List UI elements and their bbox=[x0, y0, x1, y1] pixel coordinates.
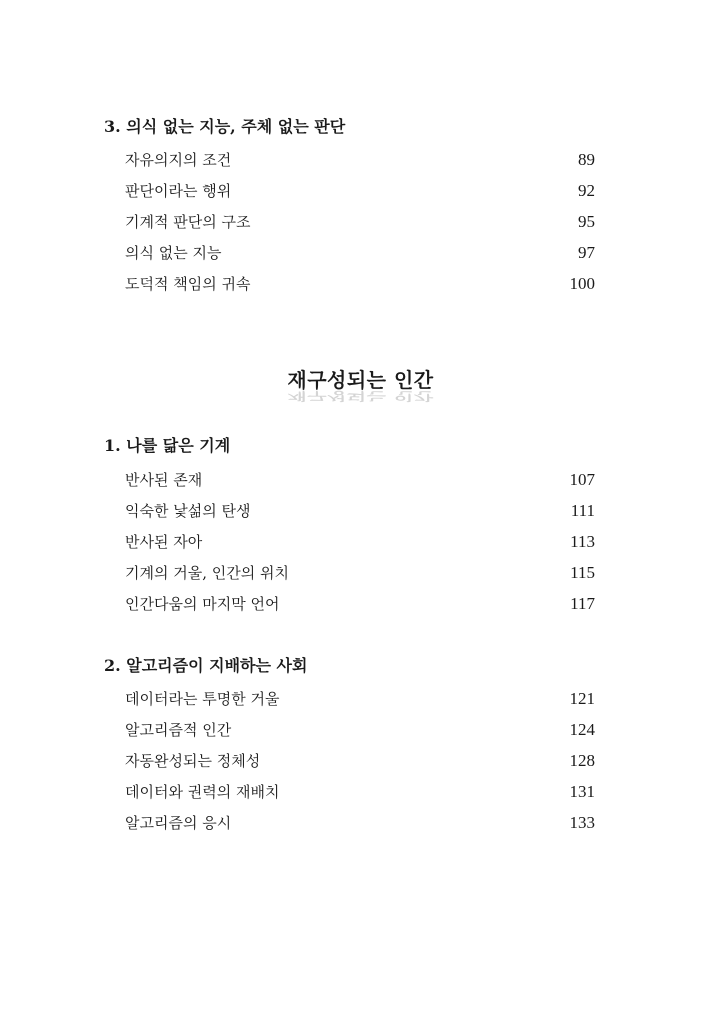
toc-entry-title: 알고리즘적 인간 bbox=[125, 721, 232, 739]
toc-entry-title: 알고리즘의 응시 bbox=[125, 814, 232, 832]
toc-entry[interactable] bbox=[125, 501, 595, 521]
toc-entry-title: 판단이라는 행위 bbox=[125, 182, 232, 200]
toc-entry[interactable] bbox=[125, 150, 595, 170]
toc-entry[interactable] bbox=[125, 274, 595, 294]
toc-entry-title: 기계적 판단의 구조 bbox=[125, 213, 251, 231]
chapter-2-heading: 2. 알고리즘이 지배하는 사회 bbox=[104, 656, 308, 675]
toc-entry-page-number: 113 bbox=[570, 532, 595, 551]
toc-entry[interactable] bbox=[125, 243, 595, 263]
toc-entry-page-number: 115 bbox=[570, 563, 595, 582]
toc-entry-title: 반사된 존재 bbox=[125, 471, 203, 489]
toc-entry-title: 데이터라는 투명한 거울 bbox=[125, 690, 280, 708]
toc-entry-title: 자동완성되는 정체성 bbox=[125, 752, 261, 770]
toc-entry-page-number: 131 bbox=[569, 782, 595, 801]
toc-entry[interactable] bbox=[125, 563, 595, 583]
toc-entry-page-number: 124 bbox=[569, 720, 595, 739]
chapter-3-heading: 3. 의식 없는 지능, 주체 없는 판단 bbox=[104, 117, 346, 136]
toc-entry-page-number: 121 bbox=[569, 689, 595, 708]
part-title-reflection: 재구성되는 인간 bbox=[287, 389, 434, 403]
toc-entry[interactable] bbox=[125, 181, 595, 201]
toc-entry-title: 익숙한 낯섦의 탄생 bbox=[125, 502, 251, 520]
toc-entry-page-number: 107 bbox=[569, 470, 595, 489]
toc-entry[interactable] bbox=[125, 751, 595, 771]
toc-entry-title: 의식 없는 지능 bbox=[125, 244, 222, 262]
part-title: 재구성되는 인간 bbox=[287, 368, 434, 392]
toc-entry-title: 도덕적 책임의 귀속 bbox=[125, 275, 251, 293]
toc-entry-title: 기계의 거울, 인간의 위치 bbox=[125, 564, 289, 582]
toc-entry-title: 자유의지의 조건 bbox=[125, 151, 232, 169]
toc-entry-title: 데이터와 권력의 재배치 bbox=[125, 783, 280, 801]
toc-entry-page-number: 117 bbox=[570, 594, 595, 613]
toc-entry[interactable] bbox=[125, 782, 595, 802]
toc-entry-title: 인간다움의 마지막 언어 bbox=[125, 595, 280, 613]
toc-entry-page-number: 128 bbox=[569, 751, 595, 770]
toc-entry[interactable] bbox=[125, 594, 595, 614]
chapter-1-heading: 1. 나를 닮은 기계 bbox=[104, 436, 231, 455]
toc-entry-page-number: 133 bbox=[569, 813, 595, 832]
toc-entry-page-number: 97 bbox=[578, 243, 595, 262]
toc-entry[interactable] bbox=[125, 813, 595, 833]
toc-entry[interactable] bbox=[125, 532, 595, 552]
toc-entry-page-number: 111 bbox=[570, 501, 595, 520]
toc-entry[interactable] bbox=[125, 689, 595, 709]
toc-entry[interactable] bbox=[125, 720, 595, 740]
toc-entry-page-number: 95 bbox=[578, 212, 595, 231]
toc-entry-page-number: 100 bbox=[569, 274, 595, 293]
toc-entry-page-number: 92 bbox=[578, 181, 595, 200]
part-title-block bbox=[0, 368, 721, 427]
toc-entry-title: 반사된 자아 bbox=[125, 533, 203, 551]
toc-entry-page-number: 89 bbox=[578, 150, 595, 169]
toc-entry[interactable] bbox=[125, 212, 595, 232]
toc-entry[interactable] bbox=[125, 470, 595, 490]
